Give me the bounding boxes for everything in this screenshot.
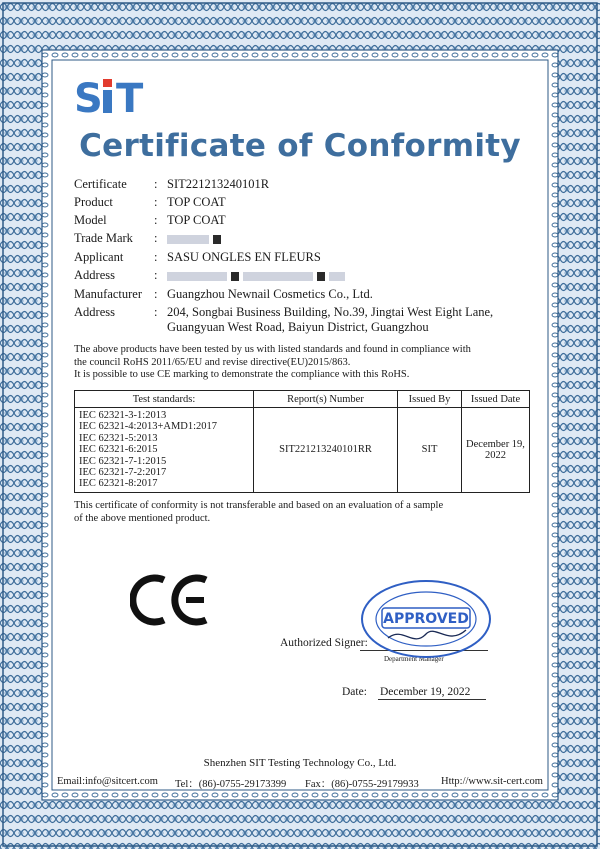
- header-test-standards: Test standards:: [75, 391, 254, 408]
- compliance-line: The above products have been tested by us with listed standards and found in compliance with: [74, 344, 471, 355]
- issued-by: SIT: [398, 408, 462, 493]
- authorized-signer-label: Authorized Signer:: [280, 637, 368, 649]
- manufacturer-address-line2: Guangyuan West Road, Baiyun District, Guangzhou: [167, 320, 429, 334]
- field-label: Trade Mark: [74, 231, 133, 245]
- field-label: Applicant: [74, 250, 124, 264]
- field-label: Product: [74, 195, 113, 209]
- standard-item: IEC 62321-4:2013+AMD1:2017: [79, 421, 218, 433]
- field-colon: :: [154, 268, 158, 282]
- page-title: Certificate of Conformity: [79, 128, 521, 164]
- approved-stamp: [358, 578, 494, 660]
- trade-mark-redacted: [167, 231, 225, 245]
- date-label: Date:: [342, 686, 367, 698]
- issued-date: December 19, 2022: [462, 408, 530, 493]
- standards-table: [74, 390, 530, 493]
- footer-web: Http://www.sit-cert.com: [441, 776, 543, 787]
- manufacturer-address-line1: 204, Songbai Business Building, No.39, Jingtai West Eight Lane,: [167, 305, 494, 319]
- applicant-value: SASU ONGLES EN FLEURS: [167, 250, 321, 264]
- field-label: Address: [74, 305, 115, 319]
- field-label: Model: [74, 213, 107, 227]
- ce-mark-icon: [130, 572, 214, 628]
- header-issued-by: Issued By: [398, 391, 462, 408]
- report-number: SIT221213240101RR: [254, 408, 398, 493]
- field-colon: :: [154, 231, 158, 245]
- transfer-note-line: This certificate of conformity is not transferable and based on an evaluation of a sample: [74, 500, 444, 511]
- standard-item: IEC 62321-8:2017: [79, 478, 158, 490]
- stamp-center-text: APPROVED: [383, 611, 469, 627]
- transfer-note-line: of the above mentioned product.: [74, 512, 211, 524]
- sit-logo: [74, 76, 154, 118]
- model-value: TOP COAT: [167, 213, 226, 227]
- compliance-statement: [74, 344, 544, 382]
- field-label: Manufacturer: [74, 287, 143, 301]
- footer-fax: Fax：(86)-0755-29179933: [305, 779, 419, 790]
- svg-text:T: T: [116, 76, 144, 118]
- svg-text:S: S: [74, 76, 103, 118]
- manufacturer-value: Guangzhou Newnail Cosmetics Co., Ltd.: [167, 287, 373, 301]
- certificate-number: SIT221213240101R: [167, 177, 270, 191]
- field-colon: :: [154, 305, 158, 319]
- field-colon: :: [154, 177, 158, 191]
- field-colon: :: [154, 195, 158, 209]
- date-line: [378, 699, 486, 700]
- product-value: TOP COAT: [167, 195, 226, 209]
- table-row: [75, 408, 530, 493]
- transfer-note: [74, 500, 544, 525]
- standards-list: [75, 408, 254, 493]
- standard-item: IEC 62321-7-2:2017: [79, 467, 167, 479]
- field-label: Certificate: [74, 177, 127, 191]
- compliance-line: It is possible to use CE marking to demonstrate the compliance with this RoHS.: [74, 369, 410, 381]
- footer-company: Shenzhen SIT Testing Technology Co., Ltd.: [203, 757, 397, 769]
- field-colon: :: [154, 213, 158, 227]
- header-report-number: Report(s) Number: [254, 391, 398, 408]
- standard-item: IEC 62321-7-1:2015: [79, 455, 167, 467]
- standard-item: IEC 62321-3-1:2013: [79, 410, 167, 421]
- field-colon: :: [154, 250, 158, 264]
- compliance-line: the council RoHS 2011/65/EU and revise directive(EU)2015/863.: [74, 356, 351, 368]
- address-redacted: [167, 268, 349, 282]
- header-issued-date: Issued Date: [462, 391, 530, 408]
- field-label: Address: [74, 268, 115, 282]
- footer-tel: Tel：(86)-0755-29173399: [175, 779, 287, 790]
- standard-item: IEC 62321-6:2015: [79, 444, 158, 456]
- department-manager-label: Department Manager: [384, 655, 444, 663]
- footer-email: Email:info@sitcert.com: [57, 776, 158, 787]
- date-value: December 19, 2022: [380, 686, 471, 698]
- field-colon: :: [154, 287, 158, 301]
- standard-item: IEC 62321-5:2013: [79, 432, 158, 444]
